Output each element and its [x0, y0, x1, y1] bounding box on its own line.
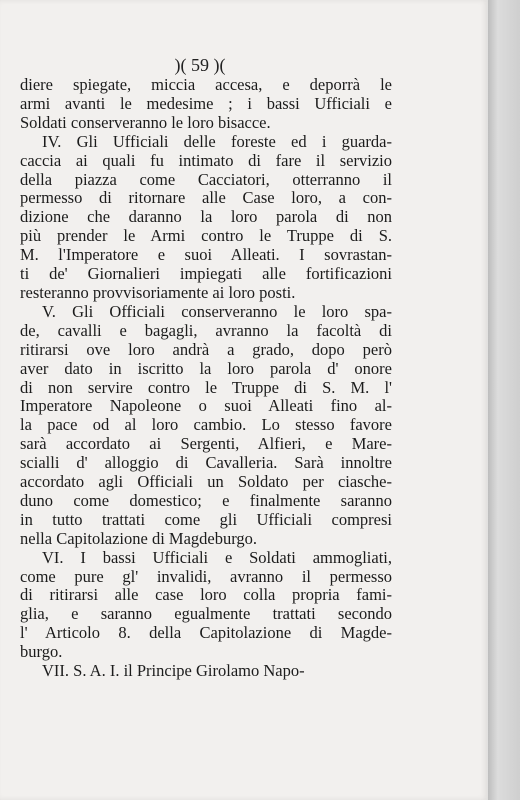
text-line: duno come domestico; e finalmente saranno [20, 491, 392, 510]
text-line: di ritirarsi alle case loro colla propria fami- [20, 586, 392, 605]
text-line: resteranno provvisoriamente ai loro posti. [20, 283, 296, 302]
text-line: Soldati conserveranno le loro bisacce. [20, 113, 271, 132]
text-line: de, cavalli e bagagli, avranno la facoltà di [20, 321, 392, 340]
text-line: di non servire contro le Truppe di S. M. l' [20, 378, 392, 397]
text-line: aver dato in iscritto la loro parola d' onore [20, 359, 392, 378]
text-line: diere spiegate, miccia accesa, e deporrà le [20, 76, 392, 94]
page-body-text [20, 76, 392, 681]
text-line: della piazza come Cacciatori, otterranno il [20, 170, 392, 189]
text-line: dizione che daranno la loro parola di non [20, 208, 392, 227]
text-line: la pace od al loro cambio. Lo stesso favore [20, 416, 392, 435]
text-line: armi avanti le medesime ; i bassi Ufficiali e [20, 94, 392, 113]
text-line: caccia ai quali fu intimato di fare il servizio [20, 151, 392, 170]
text-line: l' Articolo 8. della Capitolazione di Magde- [20, 624, 392, 643]
text-line: burgo. [20, 643, 63, 662]
text-line: ritirarsi ove loro andrà a grado, dopo però [20, 340, 392, 359]
text-line: VI. I bassi Ufficiali e Soldati ammogliati, [42, 548, 392, 567]
text-line: più prender le Armi contro le Truppe di S. [20, 227, 392, 246]
text-line: nella Capitolazione di Magdeburgo. [20, 529, 258, 548]
text-line: accordato agli Officiali un Soldato per ciasche- [20, 473, 392, 492]
text-line: M. l'Imperatore e suoi Alleati. I sovrastan- [20, 246, 392, 265]
text-line: sarà accordato ai Sergenti, Alfieri, e Mare- [20, 435, 392, 454]
text-line: glia, e saranno egualmente trattati secondo [20, 605, 392, 624]
text-line: VII. S. A. I. il Principe Girolamo Napo- [42, 662, 305, 681]
text-line: in tutto trattati come gli Ufficiali compresi [20, 510, 392, 529]
text-line: IV. Gli Ufficiali delle foreste ed i guarda- [42, 132, 392, 151]
text-line: scialli d' alloggio di Cavalleria. Sarà innoltre [20, 454, 392, 473]
text-line: permesso di ritornare alle Case loro, a con- [20, 189, 392, 208]
page-number-header: )( 59 )( [174, 55, 226, 75]
page-edge [488, 0, 520, 800]
text-line: ti de' Giornalieri impiegati alle fortificazioni [20, 265, 392, 284]
text-line: Imperatore Napoleone o suoi Alleati fino al- [20, 397, 392, 416]
text-line: V. Gli Officiali conserveranno le loro spa- [42, 302, 392, 321]
text-line: come pure gl' invalidi, avranno il permesso [20, 567, 392, 586]
